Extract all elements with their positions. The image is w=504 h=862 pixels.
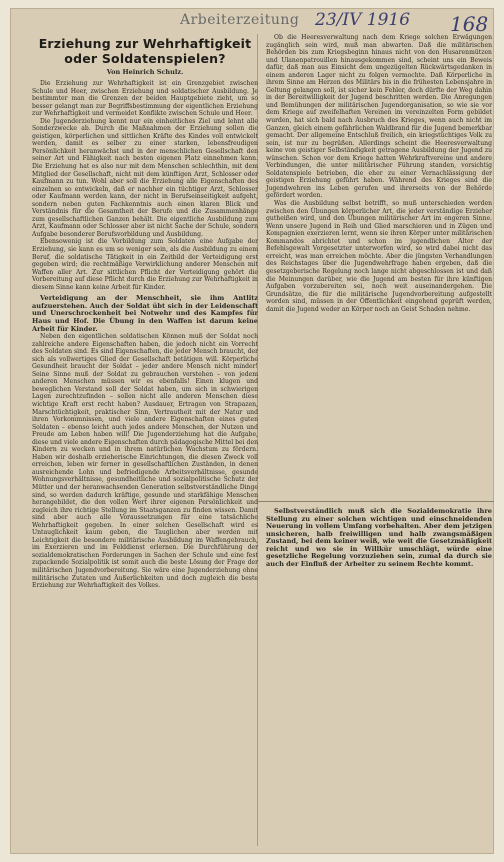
article-right-column: [266, 34, 492, 313]
article-byline: Von Heinrich Schulz.: [106, 68, 184, 76]
article-left-column: [32, 34, 258, 590]
article-paragraph: Ob die Heeresverwaltung nach dem Kriege solchen Erwägungen zugänglich sein wird, muß man abwarten. Daß die militärischen Behörden bis zum Kriegsbeginn hinaus nicht von den Husarenmützen und Ulanenpatrouillen hinausgekommen sind, scheint uns ein Beweis dafür, daß man aus Einsicht dem ungezügelten Rückwärtsgedanken in einem anderen Lager nicht zu folgen vermochte. Daß Körperliche in ihrem Sinne am Herzen des Militärs bis in die frühesten Lebensjahre in Geltung gelangen soll, ist sicher kein Fehler, doch dürfte der Weg dahin in der Bereitwilligkeit der Jugend beschritten werden. Die Anregungen und Bemühungen der militärischen Jugendorganisation, so wie sie vor dem Kriege auf zweifelhaften Vereinen im vereinzelten Form gebildet wurden, hat sich bald nach Ausbruch des Krieges, wenn auch nicht im Ganzen, gleich einem gefährlichen Waldbrand für die Jugend bemerkbar gemacht. Der allgemeine Entschluß freilich, ein kriegstüchtiges Volk zu sein, ist nur zu begrüßen. Allerdings scheint die Heeresverwaltung keine von geistiger Selbständigkeit getragene Ausbildung der Jugend zu wünschen. Schon vor dem Kriege hatten Wehrkraftvereine und andere Verbindungen, die unter militärischer Führung standen, vorsichtig Soldatenspiele betrieben, die eher zu einer Vernachlässigung der geistigen Erziehung geführt haben. Während des Krieges sind die Jugendwehren ins Leben gerufen und ihrerseits von der Behörde gefördert worden.: [266, 34, 492, 200]
article-right-column-lower: [266, 508, 492, 568]
article-paragraph: Die Jugenderziehung kennt nur ein einheitliches Ziel und lehnt alle Sonderzwecke ab. Durch die Maßnahmen der Erziehung sollen die geistigen, körperlichen und sittlichen Kräfte des Kindes voll entwickelt werden, damit es selber zu einer starken, lebensfreudigen Persönlichkeit heranwächst und in der menschlichen Gesellschaft den seiner Art und Fähigkeit nach besten eigenen Platz einnehmen kann. Die Erziehung hat es also nur mit dem Menschen schlechthin, mit dem Mitglied der Gesellschaft, nicht mit dem künftigen Arzt, Schlosser oder Kaufmann zu tun. Wohl aber soll die Erziehung alle Eigenschaften des einzelnen so entwickeln, daß er nachher ein tüchtiger Arzt, Schlosser oder Kaufmann werden kann, der nicht in Berufseinseitigkeit aufgeht, sondern neben guten Fachkenntnis auch einen klaren Blick und Verständnis für die Gesamtheit der Berufe und die Zusammenhänge zum gesellschaftlichen Ganzen behält. Die eigentliche Ausbildung zum Arzt, Kaufmann oder Schlosser aber ist nicht Sache der Schule, sondern Aufgabe besonderer Berufsvorbildung und Ausbildung.: [32, 117, 258, 238]
newspaper-clipping: [10, 8, 494, 854]
handwritten-date: 23/IV 1916: [315, 10, 411, 30]
handwritten-page-number: 168: [450, 12, 489, 36]
article-paragraph: Ebensowenig ist die Vorbildung zum Soldaten eine Aufgabe der Erziehung, sie kann es um so weniger sein, als die Ausbildung zu einem Beruf, die soldatische Tätigkeit in ein Zeitbild der Verteidigung erst gegeben wird; die rechtmäßige Verwirklichung anderer Menschen mit Waffen aller Art. Zur sittlichen Pflicht der Verteidigung gehört die Vorbereitung auf diese Pflicht durch die Erziehung zur Wehrhaftigkeit in diesem Sinne kann keine Arbeit für Kinder.: [32, 238, 258, 291]
article-paragraph: Neben den eigentlichen soldatischen Können muß der Soldat noch zahlreiche andere Eigenschaften haben, die jedoch nicht ein Vorrecht des Soldaten sind. Es sind Eigenschaften, die jeder Mensch braucht, der sich als vollwertiges Glied der Gesellschaft betätigen will. Körperliche Gesundheit braucht der Soldat – jeder andere Mensch nicht minder! Seine Sinne muß der Soldat zu gebrauchen verstehen – von jedem anderen Menschen müssen wir es ebenfalls! Einen klugen und beweglichen Verstand soll der Soldat haben, um sich in schwierigen Lagen zurechtzufinden – sollen nicht alle anderen Menschen diese wichtige Kraft erst recht haben? Ausdauer, Ertragen von Strapazen, Marschtüchtigkeit, praktischer Sinn, Vertrautheit mit der Natur und ihren Vorkommnissen, und viele andere Eigenschaften eines guten Soldaten – ebenso leicht auch jedes andere Menschen, der Nutzen und Freude am Leben haben will! Die Jugenderziehung hat die Aufgabe, diese und viele andere Eigenschaften durch pädagogische Mittel bei den Kindern zu wecken und in ihrem natürlichen Wachstum zu fördern. Haben wir deshalb erzieherische Einrichtungen, die diesen Zweck voll erreichen, leben wir ferner in gesellschaftlichen Zuständen, in denen ausreichende Lohn und befriedigende Arbeitsverhältnisse, gesunde Wohnungsverhältnisse, gesundheitliche und sozialpolitische Schutz der Mütter und der heranwachsenden Generation selbstverständliche Dinge sind, so werden dadurch kräftige, gesunde und starkfähige Menschen herangebildet, die den vollen Wert ihrer eigenen Persönlichkeit und zugleich ihre richtige Stellung im Staatsganzen zu finden wissen. Damit sind aber auch alle Voraussetzungen für eine tatsächliche Wehrhaftigkeit gegeben. In einer solchen Gesellschaft wird es Untauglichkeit kaum geben, die Tauglichen aber werden mit Leichtigkeit die besondere militärische Ausbildung im Waffengebrauch, im Exerzieren und im Felddienst erlernen. Die Durchführung der sozialdemokratischen Forderungen in Sachen der Schule und eine fest zupackende Sozialpolitik ist somit auch die beste Lösung der Frage der militärischen Jugendvorbereitung. Sie wäre eine Jugenderziehung ohne militärische Zutaten und Äußerlichkeiten und doch zugleich die beste Erziehung zur Wehrhaftigkeit des Volkes.: [32, 333, 258, 590]
newspaper-masthead: Arbeiterzeitung: [180, 12, 300, 28]
section-rule: [258, 501, 494, 502]
article-paragraph: Verteidigung an der Menschheit, sie ihm Antlitz aufzuerstehen. Auch der Soldat übt sich in der Leidenschaft und Unerschrockenheit bei Notwehr und des Kampfes für Haus und Hof. Die Übung in den Waffen ist darum keine Arbeit für Kinder.: [32, 294, 258, 333]
article-title: Erziehung zur Wehrhaftigkeit oder Soldatenspielen?: [38, 36, 252, 66]
article-paragraph: Selbstverständlich muß sich die Sozialdemokratie ihre Stellung zu einer solchen wichtigen und einschneidenden Neuerung in vollem Umfang vorbehalten. Aber dem jetzigen unsicheren, halb freiwilligen und halb zwangsmäßigen Zustand, bei dem keiner weiß, wie weit die Gesetzmäßigkeit reicht und wo sie in Willkür umschlägt, würde eine gesetzliche Regelung vorzuziehen sein, zumal da durch sie auch der Einfluß der Arbeiter zu seinem Rechte kommt.: [266, 507, 492, 568]
article-paragraph: Die Erziehung zur Wehrhaftigkeit ist ein Grenzgebiet zwischen Schule und Heer, zwischen Erziehung und soldatischer Ausbildung. Je bestimmter man die Grenzen der beiden Hauptgebiete zieht, um so besser gelangt man zur Begriffsbestimmung der eigentlichen Erziehung zur Wehrhaftigkeit und vermeidet Konflikte zwischen Schule und Heer.: [32, 80, 258, 118]
article-paragraph: Was die Ausbildung selbst betrifft, so muß unterschieden werden zwischen den Übungen körperlicher Art, die jeder verständige Erzieher gutheißen wird, und den Übungen militärischer Art im engeren Sinne. Wenn unsere Jugend in Reih und Glied marschieren und in Zügen und Kompagnien exerzieren lernt, wenn sie ihren Körper unter militärischen Kommandos abrichtet und schon im jugendlichen Alter der Befehlsgewalt Vorgesetzter unterworfen wird, so wird dabei nicht das erreicht, was man erreichen möchte. Aber die jüngsten Verhandlungen des Reichstages über die Jugendwehrfrage haben ergeben, daß die gesetzgeberische Regelung noch lange nicht abgeschlossen ist und daß die Meinungen darüber, wie die Jugend am besten für ihre künftigen Aufgaben vorzubereiten sei, noch weit auseinandergehen. Die Grundsätze, die für die militärische Jugendvorbereitung aufgestellt worden sind, müssen in der Öffentlichkeit eingehend geprüft werden, damit die Jugend weder an Körper noch an Geist Schaden nehme.: [266, 200, 492, 313]
